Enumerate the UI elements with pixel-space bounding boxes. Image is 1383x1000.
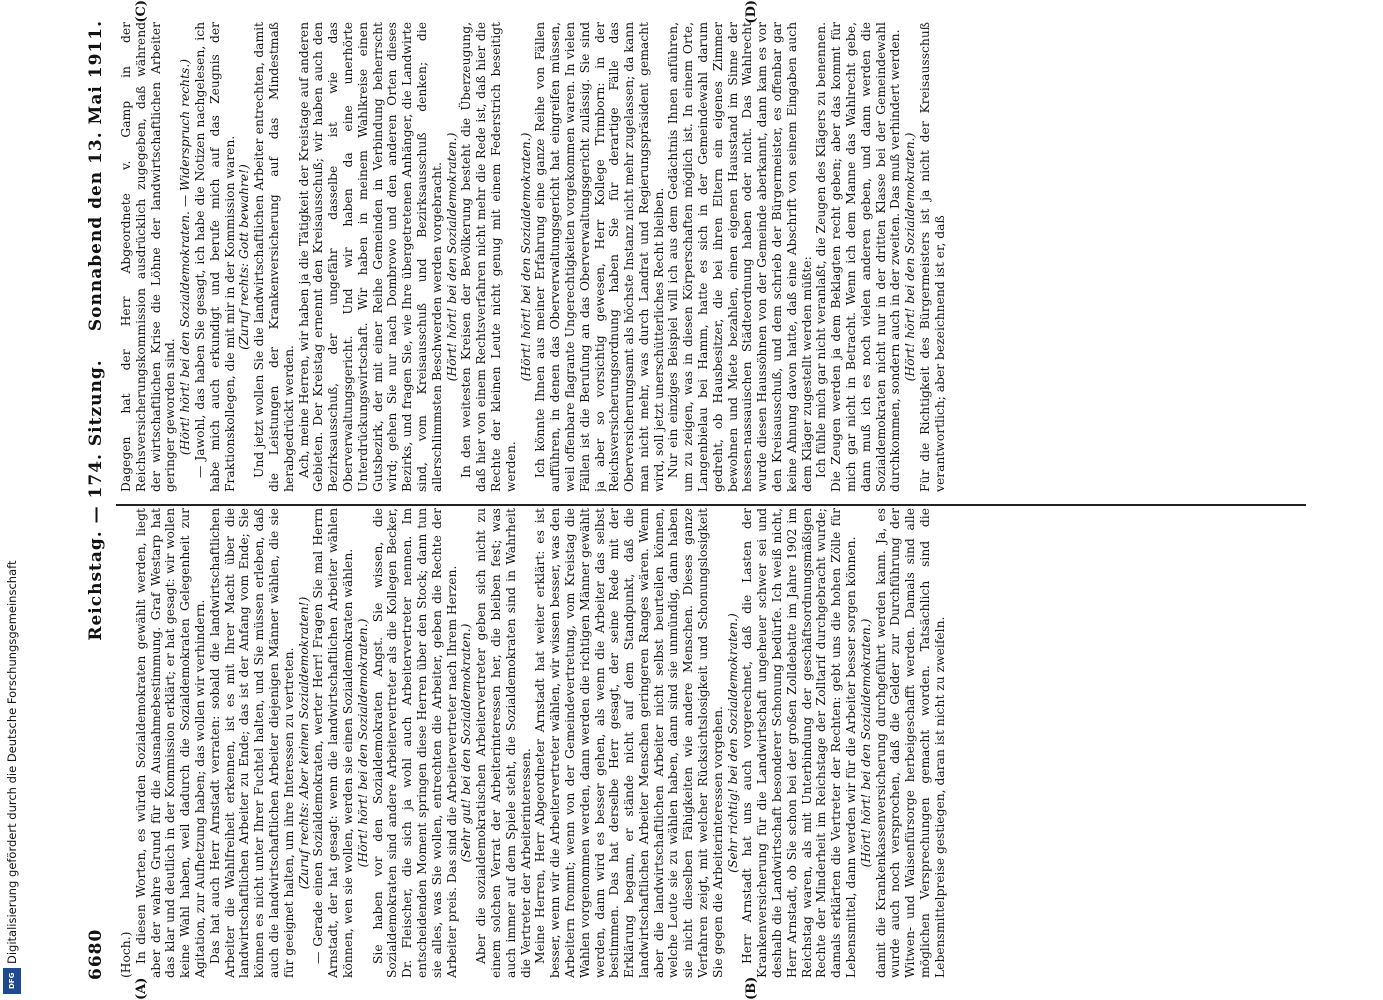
margin-marker-a: (A) (134, 977, 149, 1000)
paragraph: — Jawohl, das haben Sie gesagt, ich habe die Notizen nachgelesen, ich habe mich auch erkundigt und berufe mich auf das Zeugnis der Fraktionskollegen, die mit mir in der Kommission waren. (192, 22, 237, 492)
paragraph: Sie haben vor den Sozialdemokraten Angst. Sie wissen, die Sozialdemokraten sind andere Arbeitervertreter als die Kollegen Becker, Dr. Fleischer, die sich ja wohl auch Arbeitervertreter nennen. Im entscheidenden Moment springen diese Herren über den Stock; dann tun sie alles, was Sie wollen, entrechten die Arbeiter, geben die Rechte der Arbeiter preis. Das sind die Arbeitervertreter nach Ihrem Herzen. (370, 508, 459, 978)
interjection: (Sehr gut! bei den Sozialdemokraten.) (459, 623, 474, 863)
session-title: Reichstag. — 174. Sitzung. (86, 359, 106, 641)
paragraph: Herr Arnstadt hat uns auch vorgerechnet, daß die Lasten der Krankenversicherung für die Landwirtschaft ungeheuer schwer sei und deshalb die Landwirtschaft besonderer Schonung bedürfe. Ich weiß nicht, Herr Arnstadt, ob Sie schon bei der großen Zolldebatte im Jahre 1902 im Reichstag waren, als mit Unterbindung der geschäftsordnungsmäßigen Rechte der Minderheit im Reichstage der Zolltarif durchgebracht wurde; damals erklärten die Vertreter der Rechten: gebt uns die hohen Zölle für Lebensmittel, dann werden wir für die Arbeiter besser sorgen können. (740, 508, 859, 978)
interjection: (Hört! hört! bei den Sozialdemokraten.) (903, 132, 918, 382)
paragraph: Dagegen hat der Herr Abgeordnete v. Gamp in der Reichsversicherungskommission ausdrücklich zugegeben, daß während der wirtschaftlichen Krise die Löhne der landwirtschaftlichen Arbeiter geringer geworden sind. (119, 22, 178, 492)
interjection: (Hört! hört! bei den Sozialdemokraten. — Widerspruch rechts.) (178, 58, 193, 456)
margin-marker-b: (B) (744, 976, 759, 1000)
paragraph: Ach, meine Herren, wir haben ja die Tätigkeit der Kreistage auf anderen Gebieten. Der Kreistag ernennt den Kreisausschuß; wir haben auch den Bezirksausschuß, der ungefähr dasselbe ist wie das Oberverwaltungsgericht. Und wir haben da eine unerhörte Unterdrückungswirtschaft. Wir haben in meinem Wahlkreise einen Gutsbezirk, der mit einer Reihe Gemeinden in Verbindung beherrscht wird; gehen Sie nur nach Dombrowo und den anderen Orten dieses Bezirks, und fragen Sie, wie Ihre übergetretenen Anhänger, die Landwirte sind, vom Kreisausschuß und Bezirksausschuß denken; die allerschlimmsten Beschwerden werden vorgebracht. (296, 22, 444, 492)
paragraph: Ich könnte Ihnen aus meiner Erfahrung eine ganze Reihe von Fällen aufführen, in denen das Oberverwaltungsgericht hat eingreifen müssen, weil offenbare flagrante Ungerechtigkeiten vorgekommen waren. In vielen Fällen ist die Berufung an das Oberverwaltungsgericht zulässig. Sie sind ja aber so vorsichtig gewesen, Herr Kollege Trimborn: in der Reichsversicherungsordnung haben Sie für derartige Fälle das Oberversicherungsamt als höchste Instanz nicht mehr zugelassen; da kann man nicht mehr, was durch Landrat und Regierungspräsident gemacht wird, soll jetzt unerschütterliches Recht bleiben. (533, 22, 666, 492)
paragraph: Nur ein einziges Beispiel will ich aus dem Gedächtnis Ihnen anführen, um zu zeigen, was in diesen Körperschaften möglich ist. In einem Orte, Langenbielau bei Hamm, hatte es sich in der Gemeindewahl darum gedreht, ob Hausbesitzer, die bei ihren Eltern ein eigenes Zimmer bewohnen und Miete bezahlen, einen eigenen Hausstand im Sinne der hessen-nassauischen Städteordnung haben oder nicht. Das Wahlrecht wurde diesen Haussöhnen von der Gemeinde aberkannt, dann kam es vor den Kreisausschuß, und dem schrieb der Bürgermeister, es offenbar gar keine Ahnung davon hatte, daß eine Abschrift von seinem Eingaben auch dem Kläger zugestellt werden müßte: (666, 22, 814, 492)
credit-text: Digitalisierung gefördert durch die Deutsche Forschungsgemeinschaft (5, 560, 19, 964)
paragraph: damit die Krankenkassenversicherung durchgeführt werden kann. Ja, es wurde auch noch versprochen, daß die Gelder zur Durchführung der Witwen- und Waisenfürsorge herbeigeschafft werden. Damals sind alle möglichen Versprechungen gemacht worden. Tatsächlich sind die Lebensmittelpreise gestiegen, daran ist nicht zu zweifeln. (873, 508, 947, 978)
dfg-logo: DFG (3, 968, 21, 994)
interjection: (Zuruf rechts: Gott bewahre!) (237, 164, 252, 350)
left-text-column (119, 508, 1304, 978)
paragraph: Für die Richtigkeit des Bürgermeisters ist ja nicht der Kreisausschuß verantwortlich; aber bezeichnend ist er, daß (918, 22, 947, 492)
digitization-credit (4, 0, 26, 1000)
page-number: 6680 (86, 928, 106, 980)
paragraph: Ich fühle mich gar nicht veranlaßt, die Zeugen des Klägers zu benennen. Die Zeugen werden ja dem Beklagten recht geben; aber das kommt für mich gar nicht in Betracht. Wenn ich dem Manne das Wahlrecht gebe, dann muß ich es noch vielen anderen geben, und dann werden die Sozialdemokraten nicht nur in der dritten Klasse bei der Gemeindewahl durchkommen, sondern auch in der zweiten. Das muß verhindert werden. (814, 22, 903, 492)
interjection: (Hört! hört! bei den Sozialdemokraten.) (355, 618, 370, 868)
right-text-column (119, 22, 1304, 492)
interjection: (Zuruf rechts: Aber keinen Sozialdemokraten!) (296, 596, 311, 890)
paragraph: Und jetzt wollen Sie die landwirtschaftlichen Arbeiter entrechten, damit die Leistungen der Krankenversicherung auf das Mindestmaß herabgedrückt werden. (252, 22, 296, 492)
paragraph: Aber die sozialdemokratischen Arbeitervertreter geben sich nicht zu einem solchen Verrat der Arbeiterinteressen her, die bleiben fest; was auch immer auf dem Spiele steht, die Sozialdemokraten sind in Wahrheit die Vertreter der Arbeiterinteressen. (474, 508, 533, 978)
paragraph: In diesen Worten, es würden Sozialdemokraten gewählt werden, liegt aber der wahre Grund für die Ausnahmebestimmung. Graf Westarp hat das klar und deutlich in der Kommission erklärt; er hat gesagt: wir wollen keine Wahl haben, weil dadurch die Sozialdemokraten Gelegenheit zur Agitation, zur Aufhetzung haben; das wollen wir verhindern. (133, 508, 207, 978)
column-divider (116, 504, 1306, 506)
paragraph: (Hoch.) (119, 931, 133, 978)
interjection: (Hört! hört! bei den Sozialdemokraten.) (444, 132, 459, 382)
session-date: Sonnabend den 13. Mai 1911. (86, 20, 106, 332)
paragraph: Meine Herren, Herr Abgeordneter Arnstadt hat weiter erklärt: es ist besser, wenn wir die Arbeitervertreter wählen, wir wissen besser, was den Arbeitern frommt; wenn von der Gemeindevertretung, vom Kreistag die Wahlen vorgenommen werden, dann werden die richtigen Männer gewählt werden, dann wird es besser gehen, als wenn die Arbeiter das selbst bestimmen. Das hat derselbe Herr gesagt, der seine Rede mit der Erklärung begann, er stände nicht auf dem Standpunkt, daß die landwirtschaftlichen Arbeiter Menschen geringeren Ranges wären. Wenn aber die landwirtschaftlichen Arbeiter nicht selbst beurteilen können, welche Leute sie zu wählen haben, dann sind sie unmündig, dann haben sie nicht dieselben Fähigkeiten wie andere Menschen. Dieses ganze Verfahren zeigt, mit welcher Rücksichtslosigkeit und Schonungslosigkeit Sie gegen die Arbeiterinteressen vorgehen. (533, 508, 725, 978)
paragraph: In den weitesten Kreisen der Bevölkerung besteht die Überzeugung, daß hier von einem Rechtsverfahren nicht mehr die Rede ist, daß hier die Rechte der kleinen Leute nicht genug mit einem Federstrich beseitigt werden. (459, 22, 518, 492)
newspaper-sheet (64, 0, 1314, 1000)
margin-marker-c: (C) (134, 0, 149, 23)
paragraph: — Gerade einen Sozialdemokraten, werter Herr! Fragen Sie mal Herrn Arnstadt, der hat gesagt: wenn die landwirtschaftlichen Arbeiter wählen können, wen sie wollen, werden sie einen Sozialdemokraten wählen. (311, 508, 355, 978)
interjection: (Hört! hört! bei den Sozialdemokraten.) (518, 132, 533, 382)
interjection: (Hört! hört! bei den Sozialdemokraten.) (858, 618, 873, 868)
margin-marker-d: (D) (744, 0, 759, 24)
page-header (86, 20, 110, 980)
paragraph: Das hat auch Herr Arnstadt verraten: sobald die landwirtschaftlichen Arbeiter die Wahlfreiheit erkennen, ist es mit Ihrer Macht über die landwirtschaftlichen Arbeiter zu Ende; das ist der Anfang vom Ende; Sie können es nicht unter Ihrer Fuchtel halten, und Sie müssen erleben, daß auch die landwirtschaftlichen Arbeiter diejenigen Männer wählen, die sie für geeignet halten, um ihre Interessen zu vertreten. (207, 508, 296, 978)
interjection: (Sehr richtig! bei den Sozialdemokraten.) (725, 613, 740, 873)
